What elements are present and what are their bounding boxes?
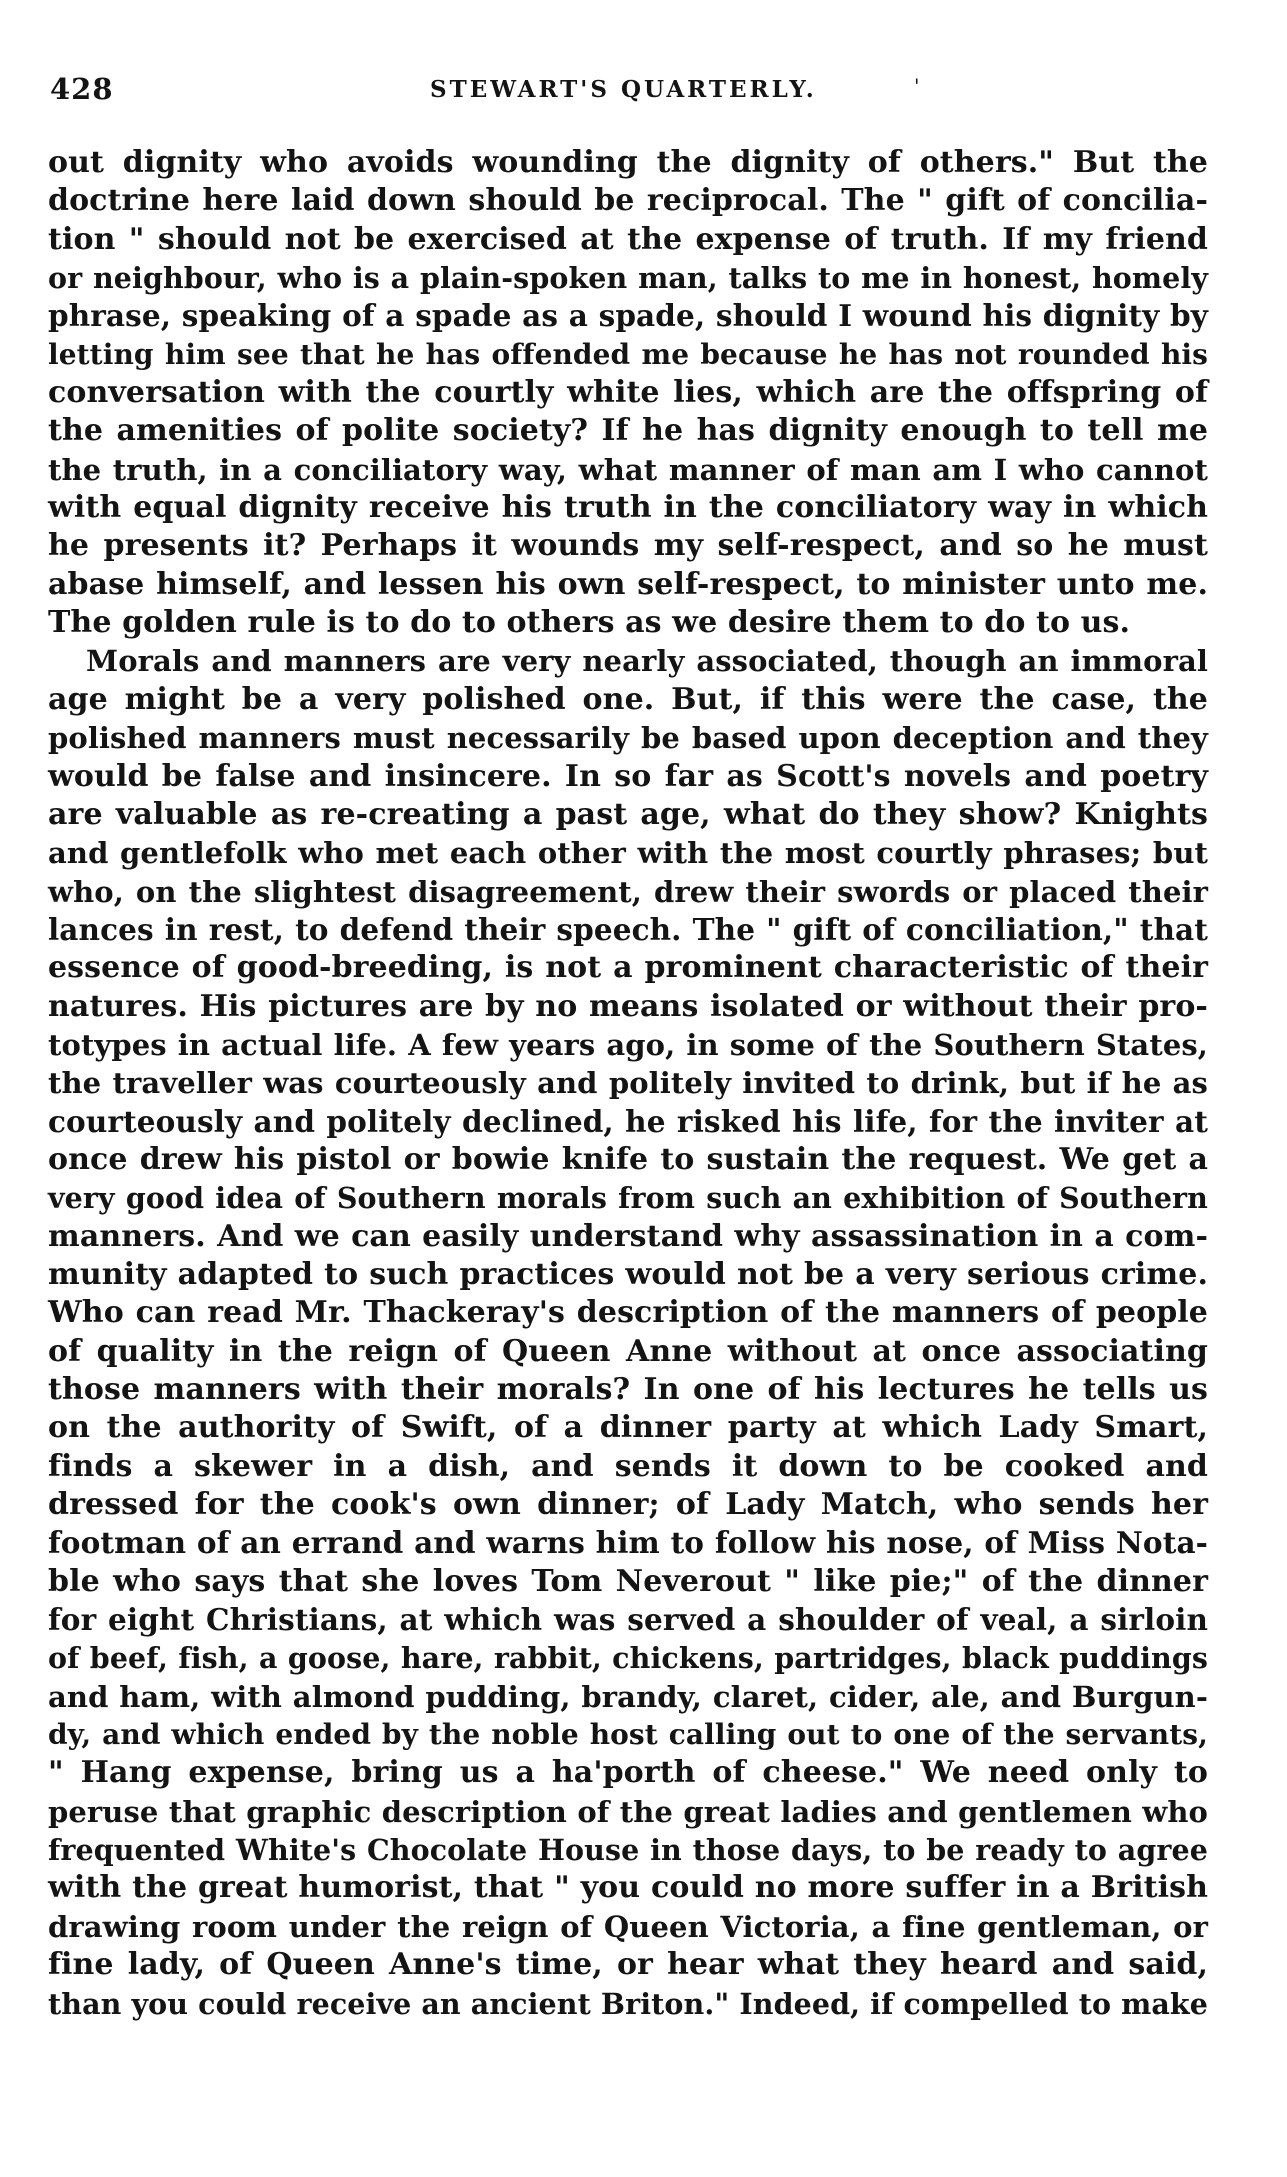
- text-line: he presents it? Perhaps it wounds my self-respect, and so he must: [48, 528, 1208, 564]
- text-line: out dignity who avoids wounding the dignity of others." But the: [48, 145, 1208, 180]
- text-line: manners. And we can easily understand why assassination in a com-: [48, 1218, 1208, 1254]
- text-line: of beef, fish, a goose, hare, rabbit, chickens, partridges, black puddings: [48, 1641, 1208, 1676]
- text-line: drawing room under the reign of Queen Victoria, a fine gentleman, or: [48, 1909, 1208, 1944]
- text-line: the amenities of polite society? If he has dignity enough to tell me: [48, 413, 1208, 449]
- page-number: 428: [50, 72, 114, 106]
- text-line: " Hang expense, bring us a ha'porth of cheese." We need only to: [48, 1755, 1208, 1791]
- text-line: ble who says that she loves Tom Neverout " like pie;" of the dinner: [48, 1563, 1208, 1599]
- paragraph-start-line: Morals and manners are very nearly associated, though an immoral: [86, 644, 1208, 679]
- text-line: who, on the slightest disagreement, drew their swords or placed their: [48, 874, 1208, 909]
- text-line: than you could receive an ancient Briton." Indeed, if compelled to make: [48, 1986, 1208, 2021]
- text-line: essence of good-breeding, is not a prominent characteristic of their: [48, 950, 1208, 986]
- text-line: polished manners must necessarily be based upon deception and they: [48, 721, 1208, 756]
- text-line: age might be a very polished one. But, if this were the case, the: [48, 681, 1208, 717]
- text-line: finds a skewer in a dish, and sends it down to be cooked and: [48, 1448, 1208, 1484]
- text-line: natures. His pictures are by no means isolated or without their pro-: [48, 988, 1208, 1024]
- text-line: doctrine here laid down should be reciprocal. The " gift of concilia-: [48, 183, 1208, 219]
- text-line: with the great humorist, that " you could no more suffer in a British: [48, 1870, 1208, 1906]
- text-line: of quality in the reign of Queen Anne without at once associating: [48, 1333, 1208, 1369]
- text-line: with equal dignity receive his truth in the conciliatory way in which: [48, 490, 1208, 526]
- page-header: [50, 72, 1210, 112]
- text-line: letting him see that he has offended me because he has not rounded his: [48, 337, 1208, 371]
- text-line: would be false and insincere. In so far as Scott's novels and poetry: [48, 758, 1208, 794]
- text-line: lances in rest, to defend their speech. The " gift of conciliation," that: [48, 911, 1208, 947]
- text-line: or neighbour, who is a plain-spoken man, talks to me in honest, homely: [48, 261, 1208, 296]
- text-line: and ham, with almond pudding, brandy, claret, cider, ale, and Burgun-: [48, 1679, 1208, 1714]
- text-line: The golden rule is to do to others as we desire them to do to us.: [48, 605, 1131, 641]
- text-line: and gentlefolk who met each other with the most courtly phrases; but: [48, 836, 1208, 871]
- text-line: phrase, speaking of a spade as a spade, should I wound his dignity by: [48, 298, 1208, 334]
- text-line: courteously and politely declined, he risked his life, for the inviter at: [48, 1103, 1208, 1139]
- text-line: the traveller was courteously and politely invited to drink, but if he as: [48, 1066, 1208, 1101]
- text-line: dy, and which ended by the noble host calling out to one of the servants,: [48, 1718, 1208, 1752]
- text-line: dressed for the cook's own dinner; of Lady Match, who sends her: [48, 1487, 1208, 1523]
- running-head: STEWART'S QUARTERLY.: [430, 76, 817, 103]
- text-line: on the authority of Swift, of a dinner party at which Lady Smart,: [48, 1410, 1208, 1446]
- text-line: tion " should not be exercised at the expense of truth. If my friend: [48, 221, 1208, 257]
- text-line: are valuable as re-creating a past age, what do they show? Knights: [48, 796, 1208, 832]
- text-line: conversation with the courtly white lies, which are the offspring of: [48, 375, 1208, 411]
- text-line: abase himself, and lessen his own self-respect, to minister unto me.: [48, 566, 1208, 602]
- text-line: totypes in actual life. A few years ago, in some of the Southern States,: [48, 1027, 1208, 1062]
- text-line: Who can read Mr. Thackeray's description of the manners of people: [48, 1295, 1208, 1331]
- text-line: frequented White's Chocolate House in those days, to be ready to agree: [48, 1833, 1208, 1868]
- body-text: [48, 144, 1208, 2023]
- text-line: once drew his pistol or bowie knife to sustain the request. We get a: [48, 1141, 1208, 1177]
- text-line: munity adapted to such practices would not be a very serious crime.: [48, 1256, 1208, 1292]
- header-mark: ': [914, 74, 920, 98]
- text-line: the truth, in a conciliatory way, what manner of man am I who cannot: [48, 452, 1208, 487]
- text-line: those manners with their morals? In one of his lectures he tells us: [48, 1372, 1208, 1407]
- text-line: fine lady, of Queen Anne's time, or hear what they heard and said,: [48, 1947, 1208, 1983]
- text-line: footman of an errand and warns him to follow his nose, of Miss Nota-: [48, 1525, 1208, 1561]
- text-line: peruse that graphic description of the great ladies and gentlemen who: [48, 1794, 1208, 1829]
- text-line: for eight Christians, at which was served a shoulder of veal, a sirloin: [48, 1602, 1208, 1638]
- text-line: very good idea of Southern morals from such an exhibition of Southern: [48, 1181, 1208, 1216]
